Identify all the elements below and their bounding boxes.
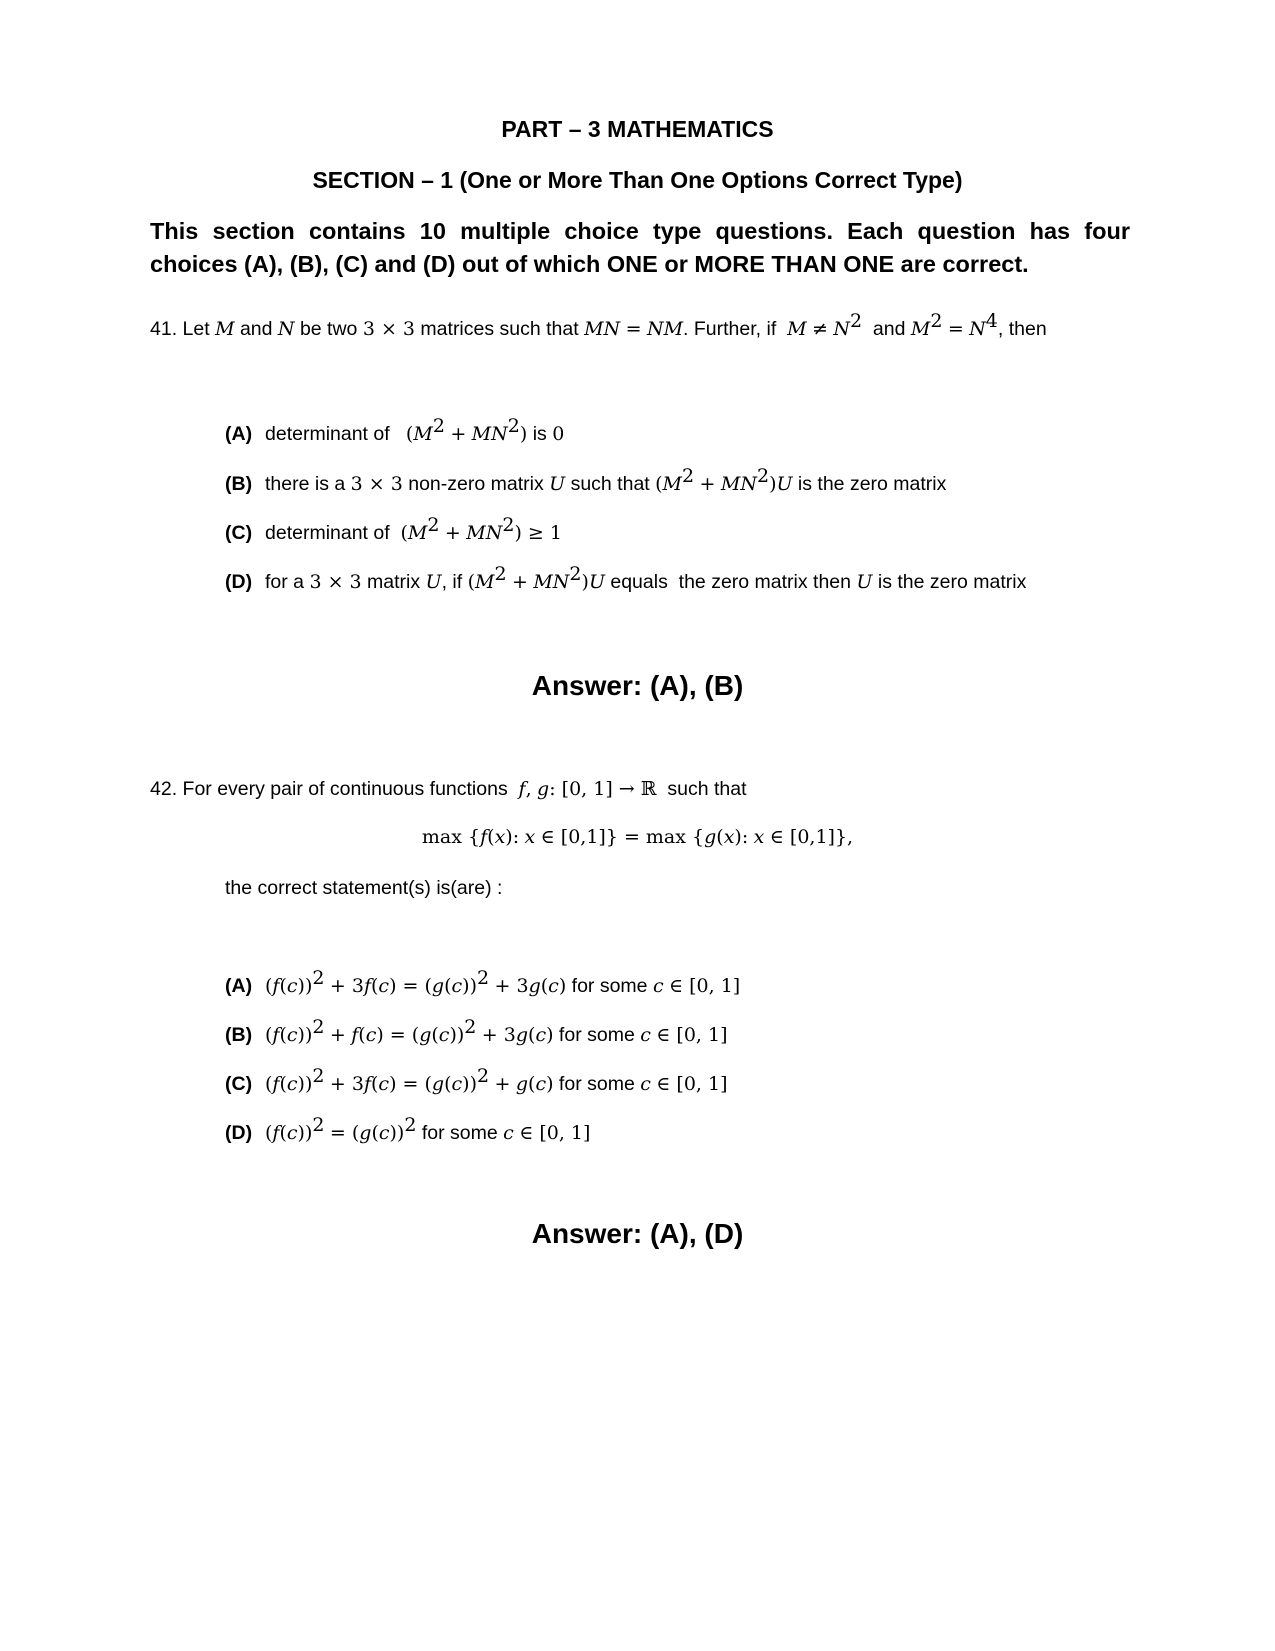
question-41-option-a: (A) determinant of $(M^2 + MN^2)$ is 0 [225,415,565,445]
option-label: (B) [225,1024,253,1046]
section-instructions: This section contains 10 multiple choice type questions. Each question has four choices (A), (B), (C) and (D) out of which ONE or MORE THAN ONE are correct. [150,218,1130,277]
question-42-option-d: (D) $(f(c))^2 = (g(c))^2$ for some c ∈ [0, 1] [225,1114,591,1144]
option-label: (D) [225,1122,253,1144]
question-42-stem: 42. For every pair of continuous functions f, g: [0, 1] → ℝ such that [150,778,747,800]
question-41-option-d: (D) for a 3 × 3 matrix U, if $(M^2 + MN^2)U$ equals the zero matrix then U is the zero matrix [225,563,1027,593]
option-label: (D) [225,571,253,593]
option-label: (A) [225,975,253,997]
part-title: PART – 3 MATHEMATICS [501,116,774,142]
question-41-answer: Answer: (A), (B) [531,670,744,701]
section-title: SECTION – 1 (One or More Than One Options Correct Type) [312,167,963,193]
question-42-option-b: (B) $(f(c))^2 + f(c) = (g(c))^2 + 3g(c)$ for some c ∈ [0, 1] [225,1016,728,1046]
option-label: (B) [225,473,253,495]
question-42-condition: max {f(x): x ∈ [0,1]} = max {g(x): x ∈ [0,1]}, [421,826,854,848]
question-number: 41. [150,318,178,340]
question-42-option-c: (C) $(f(c))^2 + 3f(c) = (g(c))^2 + g(c)$ for some c ∈ [0, 1] [225,1065,728,1095]
option-label: (C) [225,1073,253,1095]
question-42-option-a: (A) $(f(c))^2 + 3f(c) = (g(c))^2 + 3g(c)$ for some c ∈ [0, 1] [225,967,741,997]
question-41-option-c: (C) determinant of $(M^2 + MN^2) \ge 1$ [225,514,562,544]
option-label: (C) [225,522,253,544]
question-number: 42. [150,778,178,800]
question-41-option-b: (B) there is a 3 × 3 non-zero matrix U such that $(M^2 + MN^2)U$ is the zero matrix [225,465,947,495]
question-42-answer: Answer: (A), (D) [531,1218,744,1249]
question-42-prompt: the correct statement(s) is(are) : [225,877,503,899]
option-label: (A) [225,423,253,445]
question-41-stem: 41. Let M and N be two 3 × 3 matrices such that MN = NM. Further, if $M \ne N^2$ and $M^2 = N^4$, then [150,310,1047,340]
